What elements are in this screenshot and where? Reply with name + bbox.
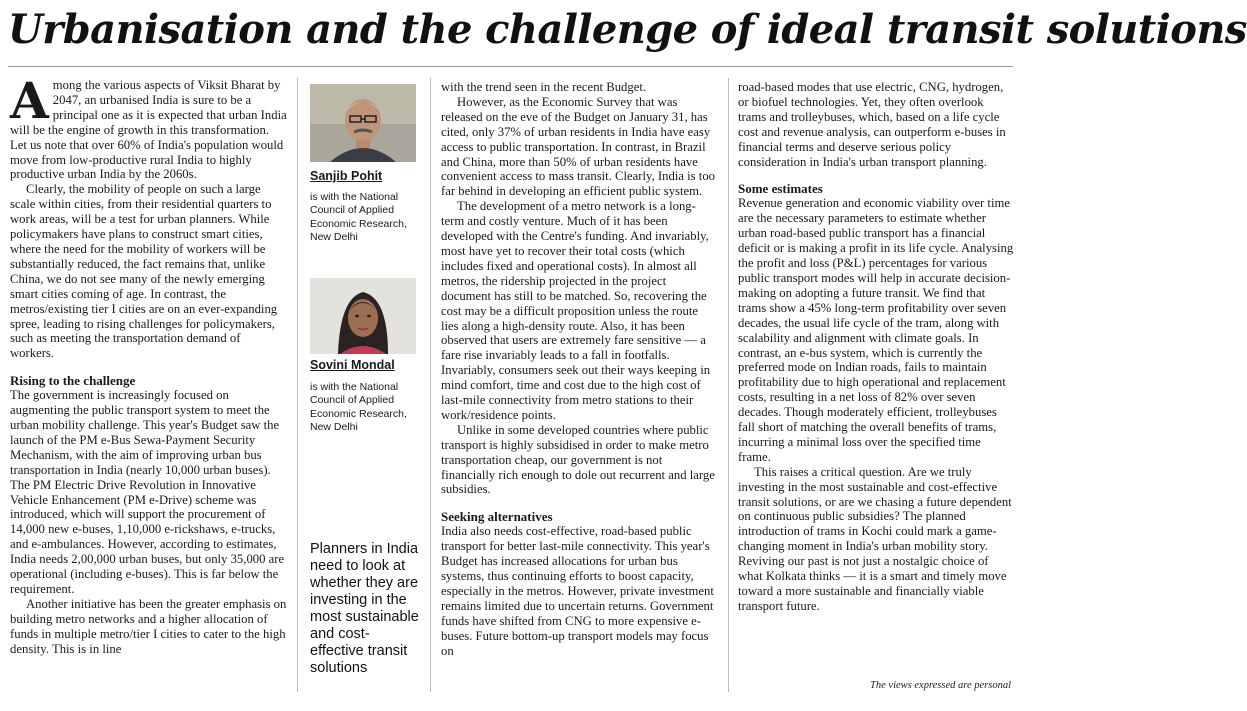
paragraph: Another initiative has been the greater emphasis on building metro networks and a higher allocation of funds in multiple metro/tier I cities to cater to the high density. This is in line (10, 596, 287, 656)
section-heading: Rising to the challenge (10, 373, 136, 389)
paragraph: with the trend seen in the recent Budget. (441, 80, 647, 94)
article-column-3 (441, 80, 718, 659)
column-divider (728, 78, 729, 692)
headline-rule (8, 66, 1013, 67)
author-portrait-icon (310, 84, 416, 162)
author-bio: is with the National Council of Applied Economic Research, New Delhi (310, 381, 407, 433)
section-heading: Seeking alternatives (441, 509, 553, 525)
author-name: Sanjib Pohit (310, 169, 383, 183)
column-divider (430, 78, 431, 692)
paragraph: Unlike in some developed countries where public transport is highly subsidised in order to make metro transportation cheap, our government is not financially rich enough to dole out recurrent and large subsidies. (441, 422, 715, 497)
paragraph: The development of a metro network is a long-term and costly venture. Much of it has been developed with the Centre's funding. And invariably, most have yet to recover their total costs (which includes fixed and operational costs). In almost all metros, the ridership projected in the project document has still to be matched. So, recovering the cost may be a difficult proposition unless the route lies along a high-density route. Also, it has been observed that users are extremely fare sensitive — a fare rise invariably leads to a fall in footfalls. Invariably, consumers seek out their ways keeping in mind comfort, time and cost due to the high cost of last-mile connectivity from metro stations to their work/residence points. (441, 199, 711, 422)
headline: Urbanisation and the challenge of ideal transit solutions (8, 6, 1247, 53)
section-heading: Some estimates (738, 181, 823, 197)
paragraph: road-based modes that use electric, CNG, hydrogen, or biofuel technologies. Yet, they often overlook trams and trolleybuses, which, based on a life cycle cost and revenue analysis, can outperform e-buses in financial terms and deserve serious policy consideration in India's urban transport planning. (738, 80, 1006, 169)
paragraph: However, as the Economic Survey that was released on the eve of the Budget on January 31, has cited, only 37% of urban residents in India have easy access to public transportation. In contrast, in Brazil and China, more than 50% of urban residents have convenient access to mass transit. Clearly, India is too far behind in developing an efficient public system. (441, 94, 716, 199)
author-bio: is with the National Council of Applied Economic Research, New Delhi (310, 191, 407, 243)
author-photo-sovini (310, 278, 416, 354)
paragraph: This raises a critical question. Are we truly investing in the most sustainable and cost-effective transit solutions, or are we chasing a future dependent on continuous public subsidies? The planned introduction of trams in Kochi could mark a game-changing moment in India's urban mobility story. Reviving our past is not just a nostalgic choice of what Kolkata thinks — it is a smart and timely move toward a more sustainable and financially viable transport future. (738, 464, 1012, 613)
article-column-1 (10, 71, 287, 657)
paragraph (10, 71, 287, 182)
author-name: Sovini Mondal (310, 358, 395, 372)
paragraph: India also needs cost-effective, road-based public transport for better last-mile connectivity. This year's Budget has increased allocations for urban bus systems, thus continuing efforts to boost capacity, especially in the metros. However, private investment remains limited due to uncertain returns. Government funds have shifted from CNG to more expensive e-buses. Future bottom-up transport models may focus on (441, 524, 714, 658)
author-portrait-icon (310, 278, 416, 354)
author-photo-sanjib (310, 84, 416, 162)
paragraph: Revenue generation and economic viability over time are the necessary parameters to estimate whether urban road-based public transport has a financial deficit or is making a profit in its life cycle. Analysing the profit and loss (P&L) percentages for various public transport modes will help in accurate decision-making on adopting a future transit. We find that trams show a 45% long-term profitability over seven decades, the usual life cycle of the tram, along with scalability and alignment with climate goals. In contrast, an e-bus system, which is currently the preferred mode on Indian roads, fails to maintain profitability due to high operational and replacement costs, resulting in a net loss of 82% over seven decades. Though moderately efficient, trolleybuses fall short of matching the overall benefits of trams, incurring a minimal loss over the specified time frame. (738, 196, 1014, 464)
pull-quote: Planners in India need to look at whether they are investing in the most sustainable and cost-effective transit solutions (310, 541, 419, 676)
column-divider (297, 78, 298, 692)
disclaimer-note: The views expressed are personal (870, 680, 1011, 691)
paragraph-text: mong the various aspects of Viksit Bharat by 2047, an urbanised India is sure to be a principal one as it is expected that urban India will be the engine of growth in this transformation. Let us note that over 60% of India's population would move from low-productive rural India to highly productive urban India by the 2060s. (10, 78, 287, 182)
paragraph: Clearly, the mobility of people on such a large scale within cities, from their residential quarters to work areas, will be a test for urban planners. While policymakers have plans to construct smart cities, where the need for the mobility of workers will be substantially reduced, the fact remains that, unlike China, we do not see many of the newly emerging smart cities coming of age. In contrast, the metros/existing tier I cities are on an ever-expanding spree, leading to rising challenges for policymakers, such as meeting the transportation demand of workers. (10, 182, 278, 361)
drop-cap: A (10, 71, 49, 130)
article-column-4 (738, 80, 1014, 614)
paragraph: The government is increasingly focused on augmenting the public transport system to meet the urban mobility challenge. This year's Budget saw the launch of the PM e-Bus Sewa-Payment Security Mechanism, with the aim of improving urban bus transportation in India (nearly 10,000 urban buses). The PM Electric Drive Revolution in Innovative Vehicle Enhancement (PM e-Drive) scheme was introduced, which will support the procurement of 14,000 new e-buses, 1,10,000 e-rickshaws, e-trucks, and e-ambulances. However, according to estimates, India needs 2,00,000 urban buses, but only 35,000 are operational (including e-buses). This is far below the requirement. (10, 388, 285, 596)
